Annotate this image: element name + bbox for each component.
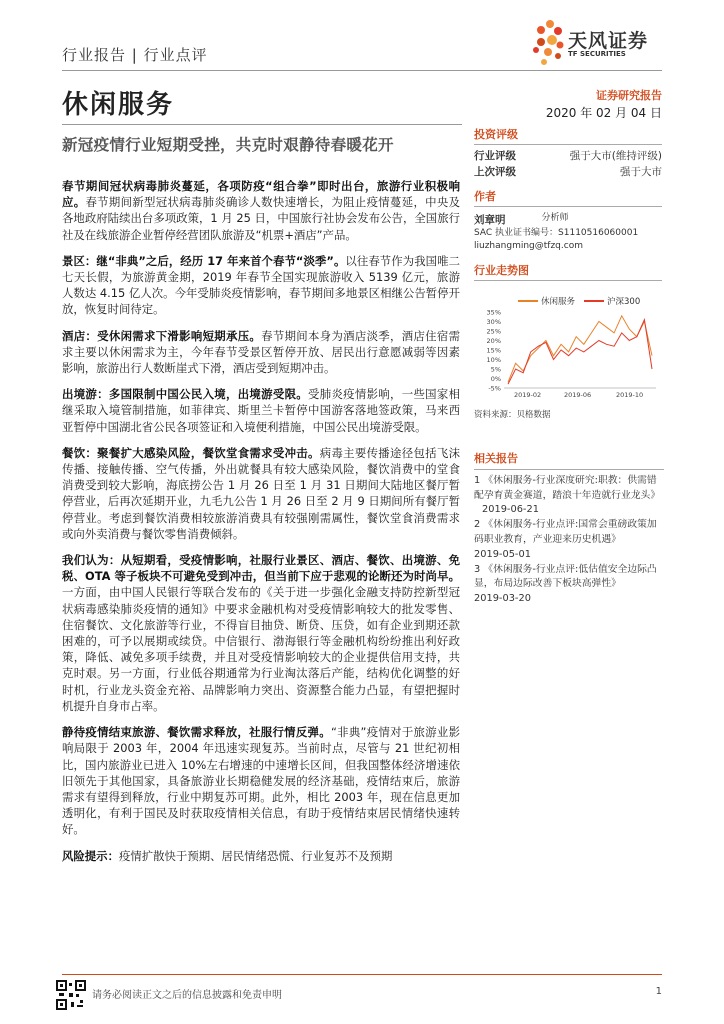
legend-label-leisure: 休闲服务 [541, 297, 576, 307]
x-tick-label: 2019-10 [616, 391, 644, 399]
paragraph-intro: 春节期间冠状病毒肺炎蔓延，各项防疫“组合拳”即时出台，旅游行业积极响应。春节期间新型冠状病毒肺炎确诊人数快速增长，为阻止疫情蔓延，中央及各地政府陆续出台多项政策，1 月 25 日，中国旅行社协会发布公告，全国旅行社及在线旅游企业暂停经营团队旅游及“机票+酒店”产品。 [62, 179, 460, 242]
trend-section [474, 262, 662, 281]
qr-code-icon [56, 980, 86, 1010]
analyst-name: 刘章明 [474, 214, 506, 226]
chart-source: 资料来源：贝格数据 [474, 410, 551, 420]
license-number: SAC 执业证书编号：S1110516060001 [474, 228, 639, 238]
main-content [62, 178, 460, 874]
sector-divider [62, 124, 462, 125]
sector-title: 休闲服务 [62, 90, 175, 120]
y-tick-label: -5% [488, 384, 501, 393]
logo-subtext: TF SECURITIES [568, 50, 626, 58]
y-tick-label: 15% [486, 346, 501, 355]
y-tick-label: 5% [490, 365, 501, 374]
x-tick-label: 2019-06 [564, 391, 592, 399]
trend-chart [474, 292, 662, 400]
report-category: 行业报告 | 行业点评 [62, 46, 208, 64]
industry-rating-row: 行业评级 强于大市(维持评级) [474, 150, 662, 162]
y-tick-label: 10% [486, 356, 501, 364]
report-date: 2020 年 02 月 04 日 [545, 106, 662, 120]
analyst-row [474, 212, 662, 227]
related-reports [474, 452, 664, 607]
footer-divider [62, 974, 662, 975]
prev-rating-row: 上次评级 强于大市 [474, 166, 662, 178]
x-tick-label: 2019-02 [514, 391, 542, 399]
paragraph-catering: 餐饮：聚餐扩大感染风险，餐饮堂食需求受冲击。病毒主要传播途径包括飞沫传播、接触传播、空气传播，外出就餐具有较大感染风险，餐饮消费中的堂食消费受到较大影响，海底捞公告 1 月 26 日至 1 月 31 日期间大陆地区餐厅暂停营业，后再次延期开业，九毛九公告 1 月 26 日至 2 月 9 日期间所有餐厅暂停营业。考虑到餐饮消费相较旅游消费具有较强刚需属性，餐饮堂食消费需求或向外卖消费与餐饮零售消费倾斜。 [62, 445, 460, 541]
author-section [474, 188, 662, 253]
report-title: 新冠疫情行业短期受挫，共克时艰静待春暖花开 [62, 136, 394, 154]
report-type: 证券研究报告 [596, 89, 662, 102]
y-tick-label: 30% [486, 318, 501, 326]
footer-disclaimer[interactable]: 请务必阅读正文之后的信息披露和免责申明 [92, 990, 282, 1001]
y-tick-label: 35% [486, 308, 501, 317]
related-item[interactable]: 2 《休闲服务-行业点评:国常会重磅政策加码职业教育，产业迎来历史机遇》 [474, 519, 657, 545]
paragraph-hotel: 酒店：受休闲需求下滑影响短期承压。春节期间本身为酒店淡季，酒店住宿需求主要以休闲需求为主，今年春节受景区暂停开放、居民出行意愿减弱等因素影响，旅游出行人数断崖式下滑，酒店受到短期冲击。 [62, 328, 460, 376]
rating-section [474, 126, 662, 180]
paragraph-view: 我们认为：从短期看，受疫情影响，社服行业景区、酒店、餐饮、出境游、免税、OTA 等子板块不可避免受到冲击，但当前下应于悲观的论断还为时尚早。一方面，由中国人民银行等联合发布的《关于进一步强化金融支持防控新型冠状病毒感染肺炎疫情的通知》中要求金融机构对受疫情影响较大的批发零售、住宿餐饮、文化旅游等行业，不得盲目抽贷、断贷、压贷，如有企业到期还款困难的，可予以展期或续贷。中信银行、渤海银行等金融机构纷纷推出利好政策，降低、减免多项手续费，并且对受疫情影响较大的企业提供信用支持，共克时艰。另一方面，行业低谷期通常为行业淘汰落后产能，结构优化调整的好时机，行业龙头资金充裕、品牌影响力突出、资源整合能力凸显，有望把握时机提升自身市占率。 [62, 553, 460, 713]
related-header: 相关报告 [474, 452, 664, 470]
paragraph-scenic: 景区：继“非典”之后，经历 17 年来首个春节“淡季”。以往春节作为我国唯二七天长假，为旅游黄金期，2019 年春节全国实现旅游收入 5139 亿元，旅游人数达 4.15 亿人次。今年受肺炎疫情影响，春节期间多地景区相继公告暂停开放，恢复时间待定。 [62, 253, 460, 317]
related-item[interactable]: 3 《休闲服务-行业点评:低估值安全边际凸显，布局边际改善下板块高弹性》 [474, 563, 657, 590]
page-number: 1 [655, 986, 662, 997]
y-tick-label: 0% [490, 375, 501, 383]
y-tick-label: 20% [486, 337, 501, 345]
paragraph-outlook: 静待疫情结束旅游、餐饮需求释放，社服行情反弹。“非典”疫情对于旅游业影响局限于 2003 年，2004 年迅速实现复苏。当前时点，尽管与 21 世纪初相比，国内旅游业已进入 10%左右增速的中速增长区间，但我国整体经济增速依旧领先于其他国家，具备旅游业长期稳健发展的经济基础，疫情结束后，旅游需求有望得到释放，行业中期复苏可期。此外，相比 2003 年，现在信息更加透明化，有利于国民及时获取疫情相关信息，有助于疫情结束居民情绪快速转好。 [62, 725, 460, 837]
legend-label-hs300: 沪深300 [607, 297, 641, 307]
author-header: 作者 [474, 188, 662, 207]
trend-header: 行业走势图 [474, 262, 662, 281]
rating-header: 投资评级 [474, 126, 662, 145]
analyst-email[interactable]: liuzhangming@tfzq.com [474, 241, 583, 251]
analyst-title: 分析师 [541, 213, 569, 223]
paragraph-outbound: 出境游：多国限制中国公民入境，出境游受限。受肺炎疫情影响，一些国家相继采取入境管制措施，如菲律宾、斯里兰卡暂停中国游客落地签政策，马来西亚暂停中国湖北省公民各项签证和入境便利措施，中国公民出境游受限。 [62, 387, 460, 434]
logo-text: 天风证券 [568, 30, 649, 52]
y-tick-label: 25% [486, 327, 501, 336]
related-item-date: 2019-03-20 [474, 593, 531, 605]
risk-warning: 风险提示：疫情扩散快于预期、居民情绪恐慌、行业复苏不及预期 [62, 848, 393, 863]
related-item-date: 2019-05-01 [474, 548, 531, 560]
related-item[interactable]: 1 《休闲服务-行业深度研究:职教：供需错配孕育黄金赛道，踏浪十年造就行业龙头》2019-06-21 [474, 474, 661, 516]
